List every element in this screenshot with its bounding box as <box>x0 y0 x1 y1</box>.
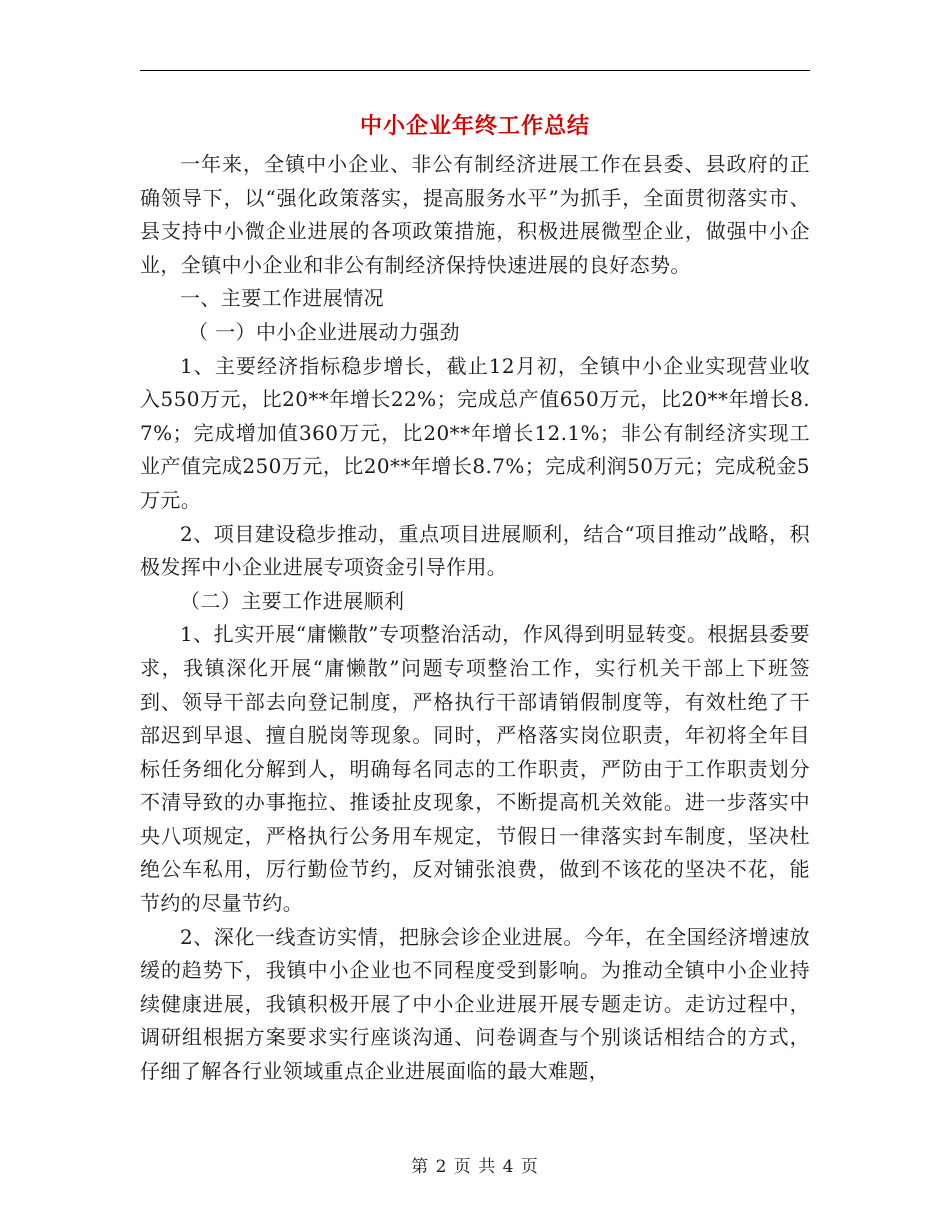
subsection-heading-work-progress: （二）主要工作进展顺利 <box>180 588 405 613</box>
subsection-heading-momentum: （ 一）中小企业进展动力强劲 <box>188 319 460 344</box>
paragraph-economic-indicators: 1、主要经济指标稳步增长，截止12月初，全镇中小企业实现营业收入550万元，比20**年增长22%；完成总产值650万元，比20**年增长8.7%；完成增加值360万元，比20**年增长12.1%；非公有制经济实现工业产值完成250万元，比20**年增长8.7%；完成利润50万元；完成税金5万元。 <box>140 353 810 512</box>
paragraph-rectification-campaign: 1、扎实开展“庸懒散”专项整治活动，作风得到明显转变。根据县委要求，我镇深化开展“庸懒散”问题专项整治工作，实行机关干部上下班签到、领导干部去向登记制度，严格执行干部请销假制度等，有效杜绝了干部迟到早退、擅自脱岗等现象。同时，严格落实岗位职责，年初将全年目标任务细化分解到人，明确每名同志的工作职责，严防由于工作职责划分不清导致的办事拖拉、推诿扯皮现象，不断提高机关效能。进一步落实中央八项规定，严格执行公务用车规定，节假日一律落实封车制度，坚决杜绝公车私用，厉行勤俭节约，反对铺张浪费，做到不该花的坚决不花，能节约的尽量节约。 <box>140 622 810 916</box>
intro-paragraph: 一年来，全镇中小企业、非公有制经济进展工作在县委、县政府的正确领导下，以“强化政策落实，提高服务水平”为抓手，全面贯彻落实市、县支持中小微企业进展的各项政策措施，积极进展微型企业，做强中小企业，全镇中小企业和非公有制经济保持快速进展的良好态势。 <box>140 152 810 277</box>
paragraph-project-construction: 2、项目建设稳步推动，重点项目进展顺利，结合“项目推动”战略，积极发挥中小企业进展专项资金引导作用。 <box>140 521 810 580</box>
section-heading-main-progress: 一、主要工作进展情况 <box>180 286 384 311</box>
header-rule <box>140 70 810 71</box>
document-title: 中小企业年终工作总结 <box>359 113 590 139</box>
document-body <box>140 148 810 1089</box>
page-number-footer: 第 2 页 共 4 页 <box>411 1157 539 1177</box>
paragraph-field-visits: 2、深化一线查访实情，把脉会诊企业进展。今年，在全国经济增速放缓的趋势下，我镇中小企业也不同程度受到影响。为推动全镇中小企业持续健康进展，我镇积极开展了中小企业进展开展专题走访。走访过程中，调研组根据方案要求实行座谈沟通、问卷调查与个别谈话相结合的方式，仔细了解各行业领域重点企业进展面临的最大难题， <box>140 924 810 1084</box>
